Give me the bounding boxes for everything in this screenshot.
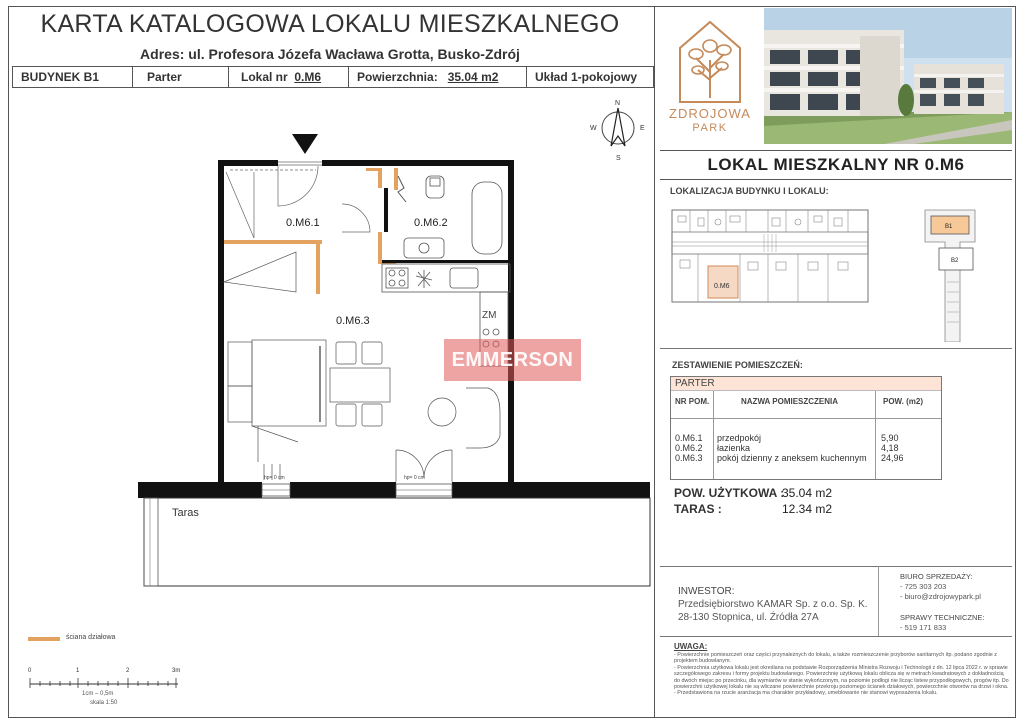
investor-address: 28-130 Stopnica, ul. Źródła 27A	[678, 612, 819, 623]
compass-n: N	[615, 100, 621, 107]
note-item: - Powierzchnia użytkowa lokalu jest określana na podstawie Rozporządzenia Ministra Rozwoju i Technologii z dn. 12 lipca 2022 r. w sprawie szczegółowego zakresu i formy projektu budowlanego. Powierzchnię użytkową lokalu oblicza się w metrach kwadratowych z dokładnością do dwóch miejsc po przecinku, dla wymiarów w stanie wykończonym, na poziomie podłogi nie licząc listew przypodłogowych, progów itp. Do powierzchni użytkowej lokalu nie są wliczane powierzchnie przekroju poziomego ścianek działowych, powierzchnie otworów na drzwi i okna.	[674, 664, 1009, 691]
notes-list	[674, 652, 1010, 697]
scale-tick-3: 3m	[172, 668, 181, 674]
contact-divider	[878, 566, 879, 636]
floor-value: Parter	[147, 70, 182, 84]
site-building-tag-2: B2	[951, 258, 959, 264]
unit-number-label: Lokal nr	[241, 70, 288, 84]
usable-area-value: 35.04 m2	[782, 486, 833, 500]
col-header-area: POW. (m2)	[883, 397, 924, 406]
table-row-no: 0.M6.3	[675, 453, 703, 463]
table-row-no: 0.M6.2	[675, 443, 703, 453]
scale-note-scale: skala 1:50	[90, 700, 118, 706]
terrace-label: Taras	[172, 507, 199, 519]
investor-name: Przedsiębiorstwo KAMAR Sp. z o.o. Sp. K.	[678, 599, 868, 610]
technical-phone[interactable]: - 519 171 833	[900, 623, 947, 632]
entrance-arrow-icon	[292, 134, 318, 154]
sales-office-label: BIURO SPRZEDAŻY:	[900, 572, 973, 581]
compass-s: S	[616, 155, 621, 162]
legend-label: ściana działowa	[66, 634, 116, 641]
legend-swatch	[28, 637, 60, 641]
section-divider	[660, 566, 1012, 567]
rooms-table	[670, 376, 942, 480]
terrace-area-value: 12.34 m2	[782, 502, 833, 516]
rooms-summary-label: ZESTAWIENIE POMIESZCZEŃ:	[672, 360, 803, 370]
scale-note-ratio: 1cm – 0,5m	[82, 691, 114, 697]
building-render-image	[764, 8, 1012, 144]
zm-label: ZM	[482, 310, 497, 321]
location-label: LOKALIZACJA BUDYNKU I LOKALU:	[670, 186, 829, 196]
unit-info-bar	[12, 66, 654, 88]
scale-tick-2: 2	[126, 668, 130, 674]
building-location-plan	[668, 200, 873, 304]
col-header-name: NAZWA POMIESZCZENIA	[741, 397, 839, 406]
outer-walls	[138, 160, 650, 498]
usable-area-label: POW. UŻYTKOWA :	[674, 486, 785, 500]
area-label: Powierzchnia:	[357, 70, 438, 84]
compass-w: W	[590, 125, 597, 132]
note-item: - Przedstawiona na rzucie aranżacja ma charakter przykładowy, umeblowanie nie stanowi wyposażenia lokalu.	[674, 690, 938, 697]
scale-tick-0: 0	[28, 668, 32, 674]
area-value: 35.04 m2	[447, 70, 499, 84]
table-row-name: łazienka	[717, 443, 751, 453]
investor-label: INWESTOR:	[678, 586, 735, 597]
section-divider	[660, 348, 1012, 349]
watermark-logo: EMMERSON	[444, 339, 581, 381]
page-title: KARTA KATALOGOWA LOKALU MIESZKALNEGO	[40, 10, 620, 38]
room-label-hall: 0.M6.1	[286, 217, 320, 229]
layout-value: Układ 1-pokojowy	[535, 70, 638, 84]
window-note-2: hp= 0 cm	[404, 475, 425, 481]
unit-number-cell	[229, 67, 349, 87]
terrace-outline	[144, 498, 650, 586]
table-row-name: pokój dzienny z aneksem kuchennym	[717, 453, 867, 463]
note-item: - Powierzchnie pomieszczeń oraz części przynależnych do lokalu, a także rozmieszczenie przyborów sanitarnych itp. podano zgodnie z projektem budowlanym.	[674, 652, 997, 665]
scale-tick-1: 1	[76, 668, 80, 674]
table-col-divider	[875, 391, 876, 479]
partition-walls	[224, 168, 398, 294]
unit-title: LOKAL MIESZKALNY NR 0.M6	[660, 150, 1012, 180]
table-header-row	[671, 391, 941, 419]
brand-name-line2: PARK	[692, 122, 728, 134]
layout-cell	[527, 67, 653, 87]
table-col-divider	[713, 391, 714, 479]
building-value: BUDYNEK B1	[21, 70, 100, 84]
floor-header-row: PARTER	[671, 377, 941, 391]
technical-label: SPRAWY TECHNICZNE:	[900, 613, 985, 622]
location-unit-tag: 0.M6	[714, 283, 730, 290]
column-divider	[654, 6, 655, 718]
table-row-area: 4,18	[881, 443, 899, 453]
unit-number-value: 0.M6	[294, 70, 322, 84]
sales-office-phone[interactable]: - 725 303 203	[900, 582, 947, 591]
site-building-tag-1: B1	[945, 224, 953, 230]
terrace-area-label: TARAS :	[674, 502, 722, 516]
notes-label: UWAGA:	[674, 642, 708, 651]
window-note-1: hp= 0 cm	[264, 475, 285, 481]
compass-icon	[590, 100, 645, 162]
floor-cell	[133, 67, 229, 87]
table-row-area: 5,90	[881, 433, 899, 443]
sales-office-email[interactable]: - biuro@zdrojowypark.pl	[900, 592, 981, 601]
room-label-bathroom: 0.M6.2	[414, 217, 448, 229]
table-row-name: przedpokój	[717, 433, 762, 443]
table-row-area: 24,96	[881, 453, 904, 463]
table-row-no: 0.M6.1	[675, 433, 703, 443]
compass-e: E	[640, 125, 645, 132]
room-label-living: 0.M6.3	[336, 315, 370, 327]
section-divider	[660, 636, 1012, 637]
area-cell	[349, 67, 527, 87]
brand-name-line1: ZDROJOWA	[669, 106, 751, 121]
col-header-no: NR POM.	[675, 397, 710, 406]
site-plan	[905, 202, 1005, 342]
building-cell	[13, 67, 133, 87]
address-line: Adres: ul. Profesora Józefa Wacława Grotta, Busko-Zdrój	[140, 46, 520, 62]
